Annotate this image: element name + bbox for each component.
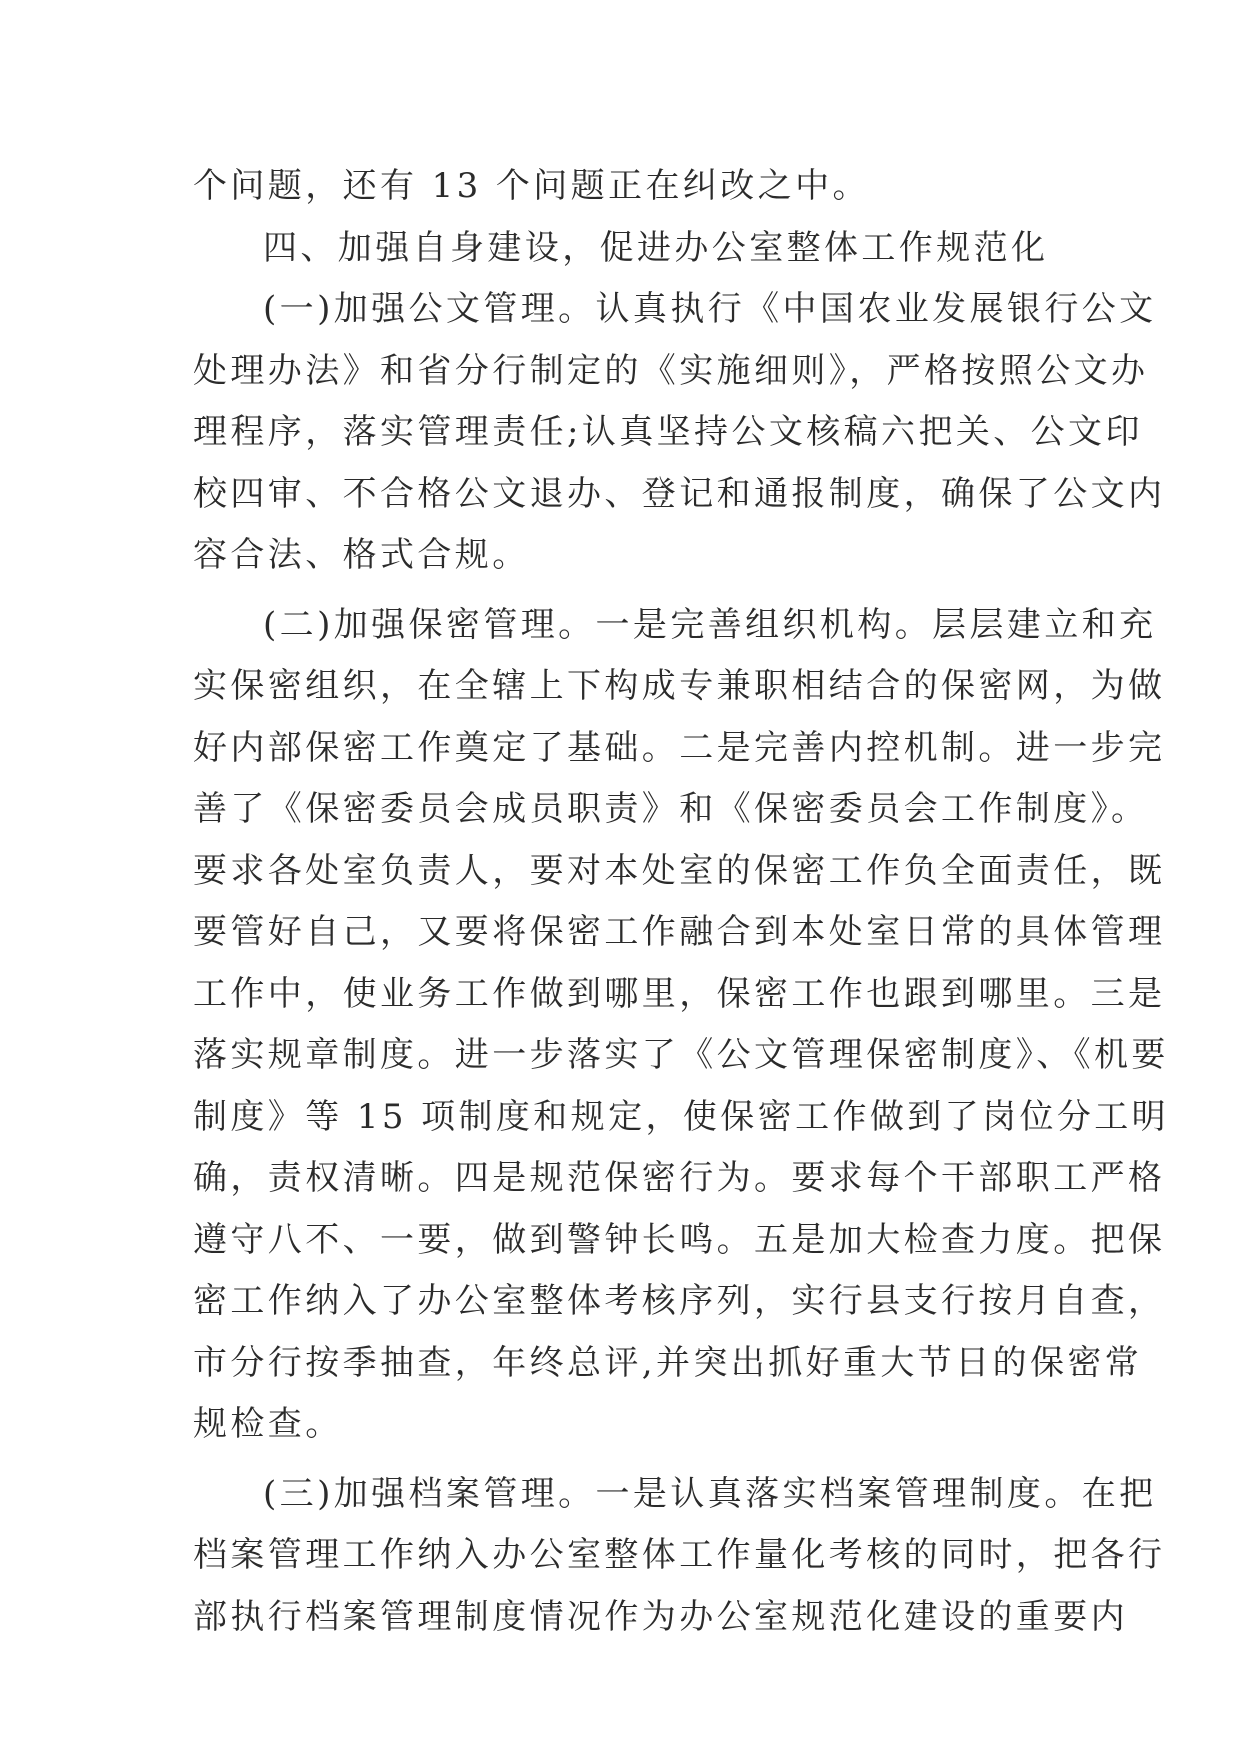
paragraph-1-line: 容合法、格式合规。	[193, 535, 530, 575]
document-body	[193, 156, 1170, 1648]
paragraph-1-line: 处理办法》和省分行制定的《实施细则》，严格按照公文办	[193, 350, 1149, 391]
paragraph-1-line: 校四审、不合格公文退办、登记和通报制度，确保了公文内	[193, 473, 1166, 514]
paragraph-1-line: 理程序，落实管理责任;认真坚持公文核稿六把关、公文印	[193, 412, 1143, 452]
paragraph-gap	[193, 587, 1053, 595]
text-line: 个问题，还有 13 个问题正在纠改之中。	[193, 166, 870, 206]
paragraph-3-line: (三)加强档案管理。一是认真落实档案管理制度。在把	[263, 1473, 1157, 1514]
paragraph-2-line: 实保密组织，在全辖上下构成专兼职相结合的保密网，为做	[193, 666, 1166, 706]
paragraph-2-line: 密工作纳入了办公室整体考核序列，实行县支行按月自查，	[193, 1281, 1166, 1321]
paragraph-1-line: (一)加强公文管理。认真执行《中国农业发展银行公文	[263, 289, 1157, 329]
paragraph-2-line: 要管好自己，又要将保密工作融合到本处室日常的具体管理	[193, 912, 1166, 952]
paragraph-gap	[193, 1456, 1053, 1464]
paragraph-2-line: 工作中，使业务工作做到哪里，保密工作也跟到哪里。三是	[193, 973, 1166, 1014]
paragraph-2-line: 要求各处室负责人，要对本处室的保密工作负全面责任，既	[193, 850, 1166, 891]
section-heading: 四、加强自身建设，促进办公室整体工作规范化	[263, 227, 1049, 268]
paragraph-3-line: 部执行档案管理制度情况作为办公室规范化建设的重要内	[193, 1596, 1128, 1637]
paragraph-2-line: (二)加强保密管理。一是完善组织机构。层层建立和充	[263, 604, 1157, 645]
paragraph-2-line: 市分行按季抽查，年终总评,并突出抓好重大节日的保密常	[193, 1342, 1143, 1383]
paragraph-3-line: 档案管理工作纳入办公室整体工作量化考核的同时，把各行	[193, 1535, 1166, 1575]
paragraph-2-line: 遵守八不、一要，做到警钟长鸣。五是加大检查力度。把保	[193, 1219, 1166, 1260]
paragraph-2-line: 落实规章制度。进一步落实了《公文管理保密制度》、《机要	[193, 1035, 1169, 1075]
paragraph-2-line: 善了《保密委员会成员职责》和《保密委员会工作制度》。	[193, 789, 1149, 829]
paragraph-2-line: 制度》等 15 项制度和规定，使保密工作做到了岗位分工明	[193, 1096, 1170, 1137]
paragraph-2-line: 确，责权清晰。四是规范保密行为。要求每个干部职工严格	[193, 1158, 1166, 1198]
paragraph-2-line: 规检查。	[193, 1404, 343, 1444]
paragraph-2-line: 好内部保密工作奠定了基础。二是完善内控机制。进一步完	[193, 727, 1166, 768]
